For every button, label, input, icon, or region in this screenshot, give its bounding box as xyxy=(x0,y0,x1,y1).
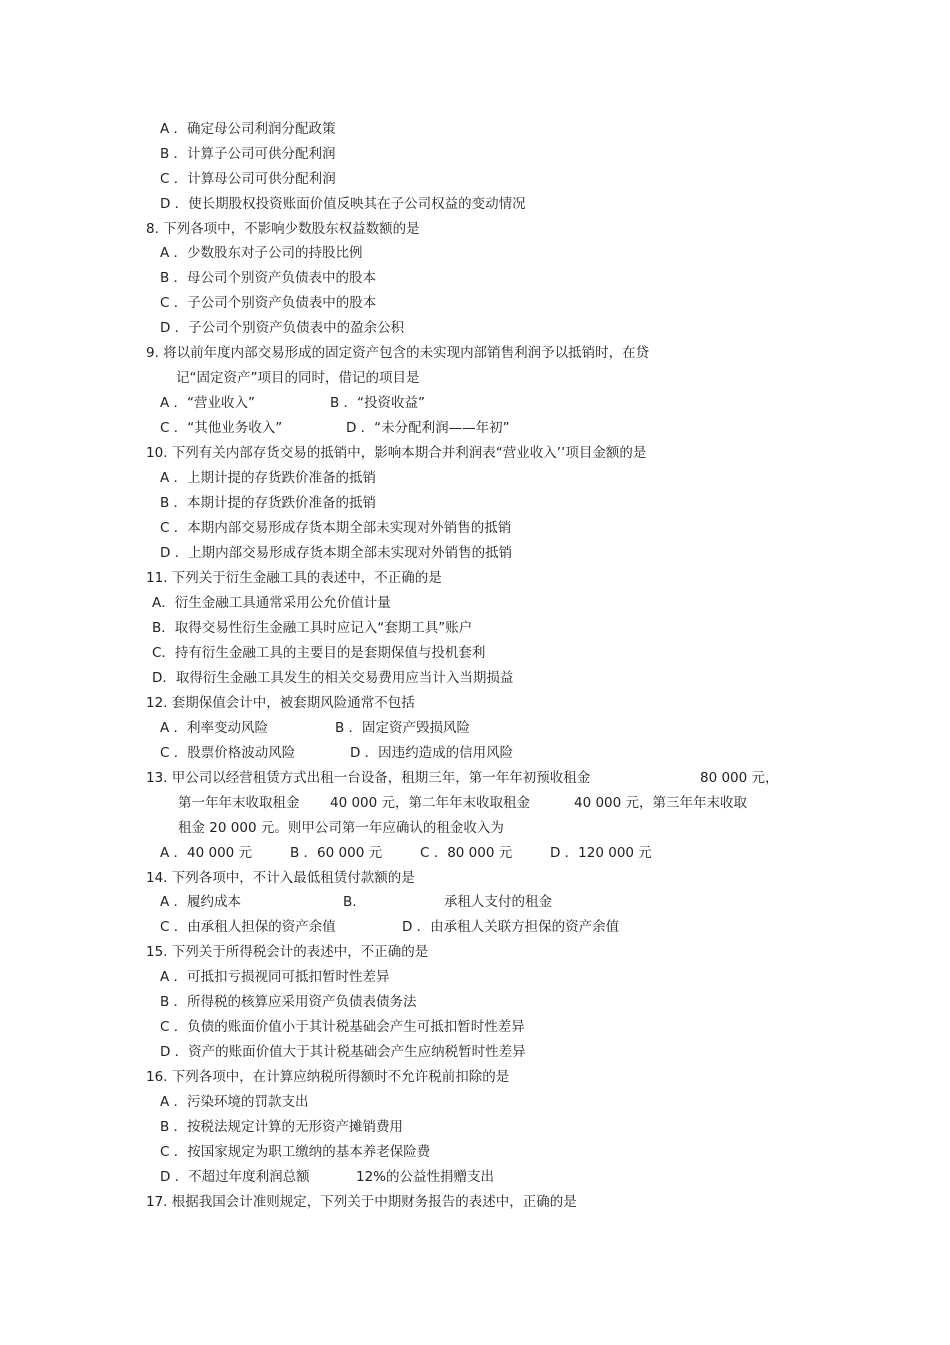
question-line: 15. 下列关于所得税会计的表述中，不正确的是 xyxy=(146,944,429,960)
question-segment: 80 000 元， xyxy=(700,770,779,786)
option-line: B ．按税法规定计算的无形资产摊销费用 xyxy=(160,1119,404,1135)
option-line: B ．所得税的核算应采用资产负债表债务法 xyxy=(160,994,417,1010)
option-segment: B. xyxy=(343,894,357,910)
option-segment: 承租人支付的租金 xyxy=(444,894,552,910)
option-segment: D ．因违约造成的信用风险 xyxy=(350,745,514,761)
question-line: 租金 20 000 元。则甲公司第一年应确认的租金收入为 xyxy=(178,820,504,836)
option-line: D ．资产的账面价值大于其计税基础会产生应纳税暂时性差异 xyxy=(160,1044,526,1060)
option-segment: A ．“营业收入” xyxy=(160,395,256,411)
option-segment: A ．履约成本 xyxy=(160,894,242,910)
question-line: 9. 将以前年度内部交易形成的固定资产包含的未实现内部销售利润予以抵销时，在贷 xyxy=(146,345,650,361)
question-line: 14. 下列各项中，不计入最低租赁付款额的是 xyxy=(146,870,415,886)
question-line: 8. 下列各项中，不影响少数股东权益数额的是 xyxy=(146,221,420,237)
option-segment: C ．股票价格波动风险 xyxy=(160,745,296,761)
question-segment: 第一年年末收取租金 xyxy=(178,795,300,811)
option-line: A ．上期计提的存货跌价准备的抵销 xyxy=(160,470,377,486)
option-segment: B ．“投资收益” xyxy=(330,395,426,411)
option-line: B ．计算子公司可供分配利润 xyxy=(160,146,336,162)
option-segment: D ．不超过年度利润总额 xyxy=(160,1169,310,1185)
option-line: D ．上期内部交易形成存货本期全部未实现对外销售的抵销 xyxy=(160,545,513,561)
option-segment: A ．40 000 元 xyxy=(160,845,253,861)
option-segment: 12%的公益性捐赠支出 xyxy=(356,1169,495,1185)
option-segment: C ．80 000 元 xyxy=(420,845,513,861)
question-line: 17. 根据我国会计准则规定，下列关于中期财务报告的表述中，正确的是 xyxy=(146,1194,577,1210)
option-line: A ．确定母公司利润分配政策 xyxy=(160,121,336,137)
option-line: C ．负债的账面价值小于其计税基础会产生可抵扣暂时性差异 xyxy=(160,1019,525,1035)
option-segment: D ．120 000 元 xyxy=(550,845,652,861)
option-line: C ．按国家规定为职工缴纳的基本养老保险费 xyxy=(160,1144,431,1160)
option-line: B ．本期计提的存货跌价准备的抵销 xyxy=(160,495,377,511)
option-line: C ．本期内部交易形成存货本期全部未实现对外销售的抵销 xyxy=(160,520,512,536)
option-line: D ．使长期股权投资账面价值反映其在子公司权益的变动情况 xyxy=(160,196,526,212)
option-line: A．衍生金融工具通常采用公允价值计量 xyxy=(152,595,391,611)
question-line: 16. 下列各项中，在计算应纳税所得额时不允许税前扣除的是 xyxy=(146,1069,510,1085)
option-line: B ．母公司个别资产负债表中的股本 xyxy=(160,270,377,286)
option-line: A ．污染环境的罚款支出 xyxy=(160,1094,309,1110)
option-line: C ．子公司个别资产负债表中的股本 xyxy=(160,295,377,311)
question-line: 11. 下列关于衍生金融工具的表述中，不正确的是 xyxy=(146,570,442,586)
option-line: C ．计算母公司可供分配利润 xyxy=(160,171,336,187)
option-segment: C ．“其他业务收入” xyxy=(160,420,283,436)
option-segment: C ．由承租人担保的资产余值 xyxy=(160,919,336,935)
option-segment: D ．“未分配利润——年初” xyxy=(346,420,510,436)
question-line: 10. 下列有关内部存货交易的抵销中，影响本期合并利润表“营业收入’’项目金额的是 xyxy=(146,445,647,461)
option-line: C．持有衍生金融工具的主要目的是套期保值与投机套利 xyxy=(152,645,486,661)
option-segment: B ．60 000 元 xyxy=(290,845,383,861)
question-segment: 13. 甲公司以经营租赁方式出租一台设备，租期三年，第一年年初预收租金 xyxy=(146,770,591,786)
option-line: B．取得交易性衍生金融工具时应记入“套期工具”账户 xyxy=(152,620,473,636)
option-line: A ．少数股东对子公司的持股比例 xyxy=(160,245,363,261)
question-line: 记“固定资产”项目的同时，借记的项目是 xyxy=(176,370,420,386)
option-line: D ．子公司个别资产负债表中的盈余公积 xyxy=(160,320,405,336)
option-line: A ．可抵扣亏损视同可抵扣暂时性差异 xyxy=(160,969,390,985)
question-line: 12. 套期保值会计中，被套期风险通常不包括 xyxy=(146,695,415,711)
option-segment: B ．固定资产毁损风险 xyxy=(335,720,471,736)
option-segment: A ．利率变动风险 xyxy=(160,720,269,736)
option-segment: D ．由承租人关联方担保的资产余值 xyxy=(402,919,620,935)
question-segment: 40 000 元，第二年年末收取租金 xyxy=(330,795,531,811)
question-segment: 40 000 元，第三年年末收取 xyxy=(574,795,748,811)
option-line: D．取得衍生金融工具发生的相关交易费用应当计入当期损益 xyxy=(152,670,514,686)
